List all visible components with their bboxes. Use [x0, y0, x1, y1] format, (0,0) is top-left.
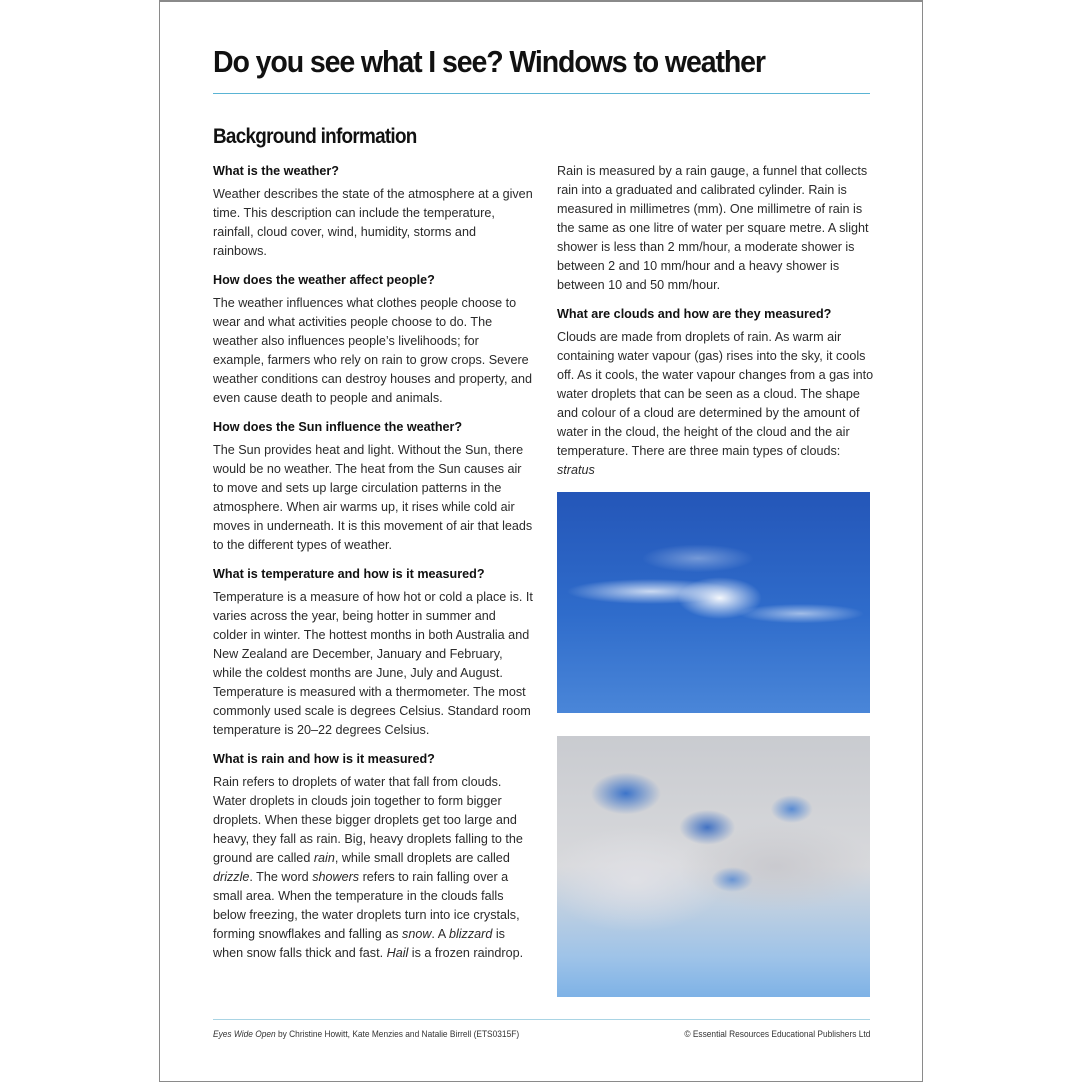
footer-copyright: © Essential Resources Educational Publishers Ltd — [683, 1029, 870, 1040]
footer-divider — [213, 1019, 870, 1020]
text-run: . A — [431, 927, 449, 941]
text-run: is a frozen raindrop. — [408, 946, 524, 960]
paragraph-weather-affect-people: The weather influences what clothes people choose to wear and what activities people choose to do. The weather also influences people’s livelihoods; for example, farmers who rely on rain to grow crops. Severe weather conditions can destroy houses and property, and even cause death to people and animals. — [213, 296, 533, 405]
text-run: . The word — [249, 870, 313, 884]
text-run: Rain refers to droplets of water that fall from clouds. Water droplets in clouds join together to form bigger droplets. When these bigger droplets get too large and heavy, they fall as rain. Big, heavy droplets falling to the ground are called — [213, 775, 523, 865]
author-credit: by Christine Howitt, Kate Menzies and Natalie Birrell (ETS0315F) — [275, 1029, 520, 1040]
paragraph-sun-influence: The Sun provides heat and light. Without the Sun, there would be no weather. The heat from the Sun causes air to move and sets up large circulation patterns in the atmosphere. When air warms up, it rises while cold air moves in underneath. It is this movement of air that leads to the different types of weather. — [213, 443, 533, 552]
heading-weather-affect-people: How does the weather affect people? — [213, 273, 435, 287]
heading-temperature: What is temperature and how is it measured? — [213, 567, 485, 581]
heading-sun-influence: How does the Sun influence the weather? — [213, 420, 463, 434]
heading-rain: What is rain and how is it measured? — [213, 752, 435, 766]
paragraph-temperature: Temperature is a measure of how hot or cold a place is. It varies across the year, being hotter in summer and colder in winter. The hottest months in both Australia and New Zealand are December, January and February, while the coldest months are June, July and August. Temperature is measured with a thermometer. The most commonly used scale is degrees Celsius. Standard room temperature is 20–22 degrees Celsius. — [213, 590, 533, 737]
term-rain: rain — [313, 851, 335, 865]
title-divider — [213, 93, 870, 94]
right-column — [557, 162, 875, 490]
term-hail: Hail — [386, 946, 409, 960]
footer-credit — [213, 1029, 519, 1040]
paragraph-rain — [213, 773, 533, 963]
heading-clouds: What are clouds and how are they measured? — [557, 307, 832, 321]
term-stratus: stratus — [557, 463, 595, 477]
term-drizzle: drizzle — [213, 870, 250, 884]
page-title: Do you see what I see? Windows to weather — [213, 44, 765, 79]
term-blizzard: blizzard — [448, 927, 493, 941]
term-showers: showers — [312, 870, 360, 884]
text-run: , while small droplets are called — [334, 851, 510, 865]
text-run: is when snow falls thick and fast. — [213, 927, 505, 960]
paragraph-clouds — [557, 328, 875, 480]
text-run: Clouds are made from droplets of rain. As warm air containing water vapour (gas) rises into the sky, it cools off. As it cools, the water vapour changes from a gas into water droplets that can be seen as a cloud. The shape and colour of a cloud are determined by the amount of water in the cloud, the height of the cloud and the air temperature. There are three main types of clouds: — [557, 330, 874, 458]
paragraph-rain-measurement: Rain is measured by a rain gauge, a funnel that collects rain into a graduated and calibrated cylinder. Rain is measured in millimetres (mm). One millimetre of rain is the same as one litre of water per square metre. A slight shower is less than 2 mm/hour, a moderate shower is between 2 and 10 mm/hour and a heavy shower is between 10 and 50 mm/hour. — [557, 164, 869, 292]
book-title: Eyes Wide Open — [213, 1029, 276, 1040]
fluffy-cumulus-clouds-photo — [557, 736, 870, 997]
wispy-cirrus-cloud-photo — [557, 492, 870, 713]
paragraph-what-is-weather: Weather describes the state of the atmosphere at a given time. This description can include the temperature, rainfall, cloud cover, wind, humidity, storms and rainbows. — [213, 187, 533, 258]
left-column — [213, 162, 533, 973]
text-run: refers to rain falling over a small area. When the temperature in the clouds falls below freezing, the water droplets turn into ice crystals, forming snowflakes and falling as — [213, 870, 520, 941]
heading-what-is-weather: What is the weather? — [213, 164, 339, 178]
term-snow: snow — [402, 927, 432, 941]
section-title: Background information — [213, 125, 417, 148]
